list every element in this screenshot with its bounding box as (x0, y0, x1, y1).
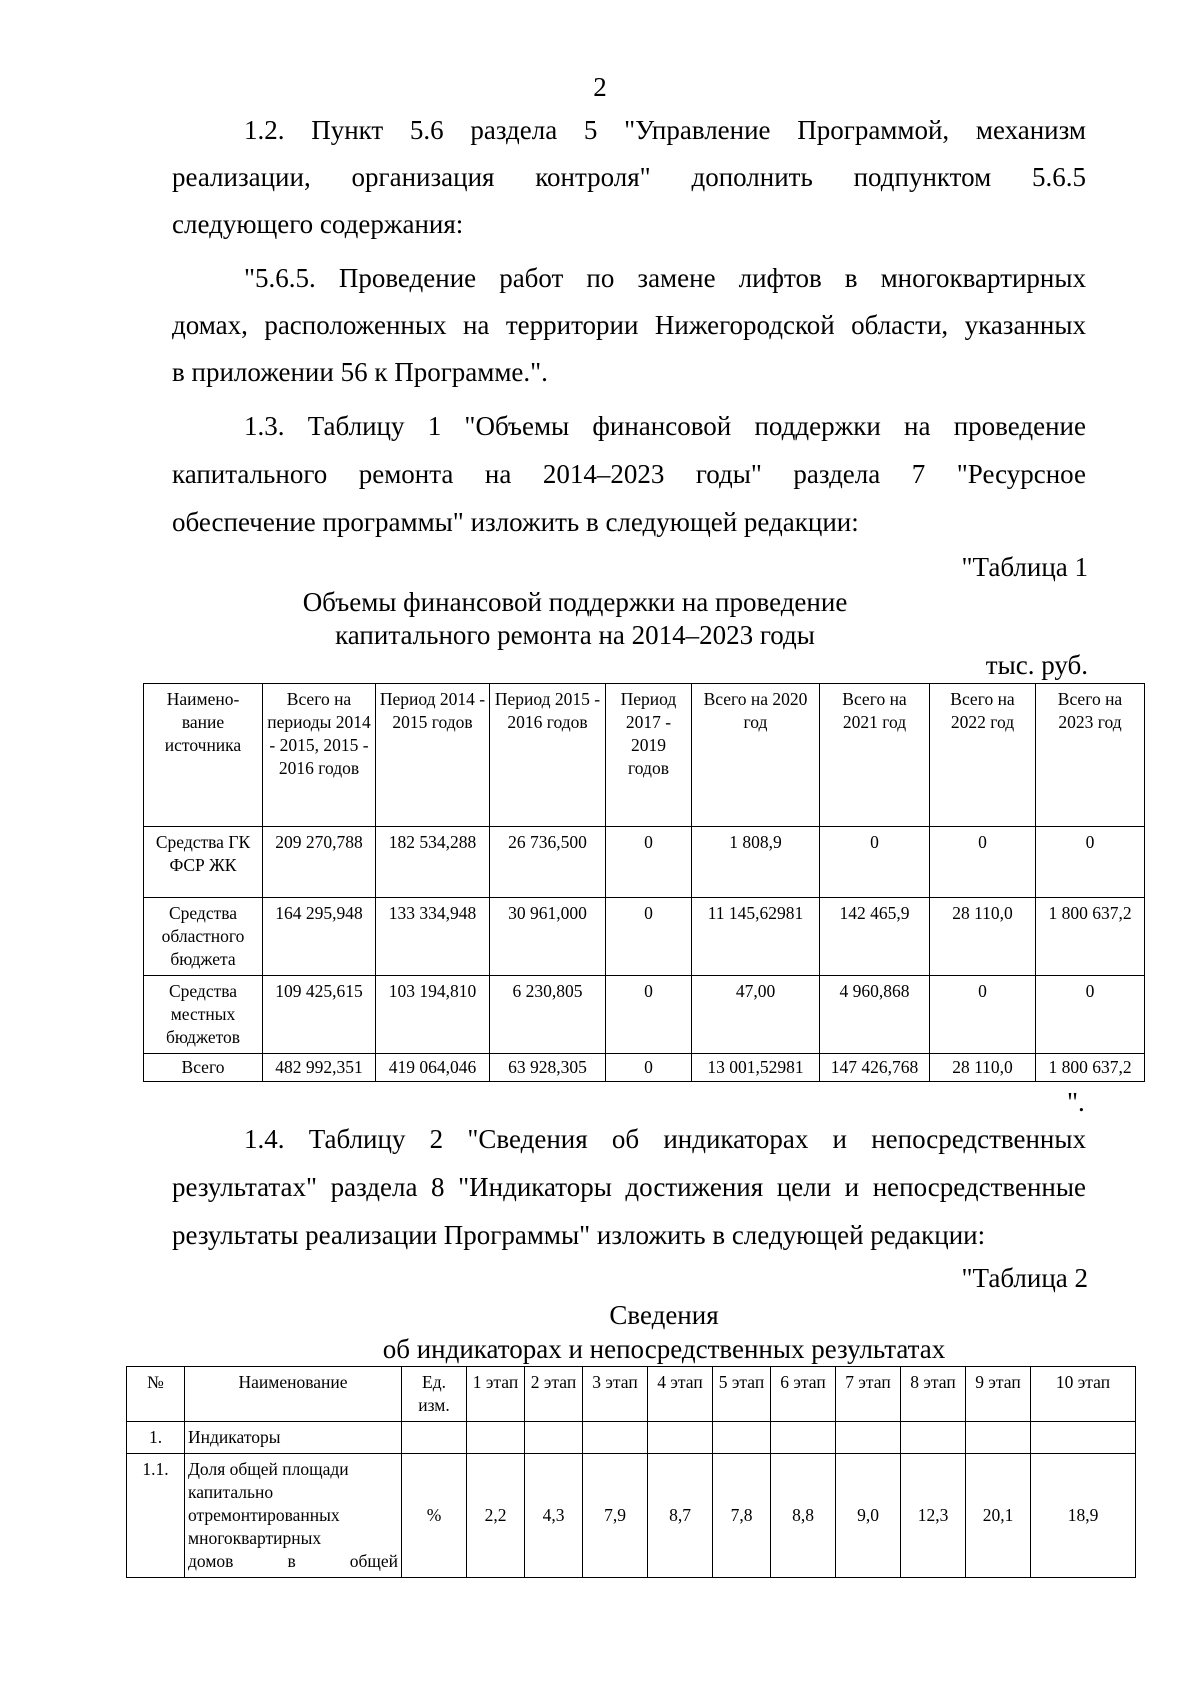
table-2-header-cell: 7 этап (836, 1367, 901, 1422)
table-2 (126, 1366, 1136, 1578)
table-1-cell: Средства областного бюджета (144, 898, 263, 976)
table-1-cell: 0 (820, 827, 930, 898)
table-1-header-cell: Всего на 2021 год (820, 684, 930, 827)
table-1-title-line-1: Объемы финансовой поддержки на проведение (302, 587, 848, 617)
paragraph-1-4-line-1: 1.4. Таблицу 2 "Сведения об индикаторах и непосредственных (244, 1124, 1086, 1154)
table-2-name-line: Доля общей площади (188, 1459, 349, 1479)
table-1-cell: 1 800 637,2 (1036, 1054, 1145, 1082)
table-2-cell: 7,9 (583, 1454, 648, 1578)
table-2-header-row (127, 1367, 1136, 1422)
table-1-cell: 6 230,805 (490, 976, 606, 1054)
table-1-cell: 0 (606, 1054, 692, 1082)
paragraph-1-2-line-3: следующего содержания: (172, 209, 464, 239)
table-2-name-line: отремонтированных (188, 1505, 340, 1525)
table-2-cell (836, 1422, 901, 1454)
table-2-header-cell: № (127, 1367, 185, 1422)
paragraph-5-6-5-line-1: "5.6.5. Проведение работ по замене лифтов в многоквартирных (244, 263, 1086, 293)
paragraph-1-2-line-1: 1.2. Пункт 5.6 раздела 5 "Управление Программой, механизм (244, 115, 1086, 145)
table-1-cell: 0 (606, 827, 692, 898)
table-1-cell: 63 928,305 (490, 1054, 606, 1082)
table-1-header-cell: Всего на периоды 2014 - 2015, 2015 - 2016 годов (263, 684, 376, 827)
paragraph-1-3-line-2: капитального ремонта на 2014–2023 годы" раздела 7 "Ресурсное (172, 459, 1086, 489)
table-1-closing-quote: ". (1067, 1087, 1085, 1117)
page-number: 2 (593, 72, 607, 102)
table-2-header-cell: 10 этап (1031, 1367, 1136, 1422)
table-1-cell: 209 270,788 (263, 827, 376, 898)
table-1-cell: 28 110,0 (930, 1054, 1036, 1082)
table-1-header-cell: Всего на 2020 год (692, 684, 820, 827)
table-row (144, 898, 1145, 976)
table-1-header-row (144, 684, 1145, 827)
table-2-cell: Индикаторы (185, 1422, 402, 1454)
table-1-cell: 11 145,62981 (692, 898, 820, 976)
table-1-cell: 4 960,868 (820, 976, 930, 1054)
table-2-title-line-2: об индикаторах и непосредственных результатах (382, 1334, 946, 1364)
table-2-cell: 12,3 (901, 1454, 966, 1578)
table-2-cell (583, 1422, 648, 1454)
table-1-cell: 182 534,288 (376, 827, 490, 898)
table-row (127, 1454, 1136, 1578)
table-2-cell: 7,8 (713, 1454, 771, 1578)
table-1-cell: 419 064,046 (376, 1054, 490, 1082)
table-1-cell: 147 426,768 (820, 1054, 930, 1082)
table-2-cell: 2,2 (467, 1454, 525, 1578)
table-2-cell-name (185, 1454, 402, 1578)
table-2-cell: 8,7 (648, 1454, 713, 1578)
table-1-cell: 0 (606, 898, 692, 976)
table-1-header-cell: Период 2015 - 2016 годов (490, 684, 606, 827)
paragraph-1-4-line-3: результаты реализации Программы" изложить в следующей редакции: (172, 1220, 986, 1250)
table-2-title-line-1: Сведения (609, 1300, 719, 1330)
table-2-header-cell: 8 этап (901, 1367, 966, 1422)
table-2-cell (901, 1422, 966, 1454)
table-1-cell: 0 (930, 827, 1036, 898)
table-1-header-cell: Период 2017 - 2019 годов (606, 684, 692, 827)
table-2-header-cell: 4 этап (648, 1367, 713, 1422)
table-2-header-cell: Ед. изм. (402, 1367, 467, 1422)
table-1-cell: Средства местных бюджетов (144, 976, 263, 1054)
paragraph-1-2-line-2: реализации, организация контроля" дополнить подпунктом 5.6.5 (172, 162, 1086, 192)
table-row (127, 1422, 1136, 1454)
table-1-cell: 26 736,500 (490, 827, 606, 898)
table-2-cell: 4,3 (525, 1454, 583, 1578)
table-1-cell: 133 334,948 (376, 898, 490, 976)
table-1-header-cell: Всего на 2022 год (930, 684, 1036, 827)
table-1-cell: 142 465,9 (820, 898, 930, 976)
table-2-header-cell: 2 этап (525, 1367, 583, 1422)
table-1-cell: 0 (930, 976, 1036, 1054)
table-2-cell (402, 1422, 467, 1454)
table-2-cell (467, 1422, 525, 1454)
table-1-cell: 0 (1036, 827, 1145, 898)
table-1-header-cell: Наимено-вание источника (144, 684, 263, 827)
table-2-name-line: домов в общей (188, 1551, 398, 1571)
table-2-cell (648, 1422, 713, 1454)
table-2-cell (966, 1422, 1031, 1454)
table-1-header-cell: Период 2014 - 2015 годов (376, 684, 490, 827)
table-2-name-line: многоквартирных (188, 1528, 322, 1548)
table-1-unit: тыс. руб. (985, 650, 1088, 680)
table-1-cell: 103 194,810 (376, 976, 490, 1054)
table-2-header-cell: 5 этап (713, 1367, 771, 1422)
table-1-cell: 28 110,0 (930, 898, 1036, 976)
table-2-cell: 18,9 (1031, 1454, 1136, 1578)
table-row (144, 827, 1145, 898)
table-2-cell (525, 1422, 583, 1454)
table-1-label: "Таблица 1 (961, 552, 1088, 582)
table-2-cell: 8,8 (771, 1454, 836, 1578)
table-1-title-line-2: капитального ремонта на 2014–2023 годы (335, 620, 815, 650)
table-1-header-cell: Всего на 2023 год (1036, 684, 1145, 827)
table-2-cell: 1. (127, 1422, 185, 1454)
table-1-cell: 1 808,9 (692, 827, 820, 898)
table-1-cell: Всего (144, 1054, 263, 1082)
table-1-cell: 0 (606, 976, 692, 1054)
table-1-cell: 0 (1036, 976, 1145, 1054)
table-2-label: "Таблица 2 (961, 1263, 1088, 1293)
paragraph-1-4-line-2: результатах" раздела 8 "Индикаторы достижения цели и непосредственные (172, 1172, 1086, 1202)
table-1-cell: Средства ГК ФСР ЖК (144, 827, 263, 898)
table-2-cell (713, 1422, 771, 1454)
table-1-cell: 13 001,52981 (692, 1054, 820, 1082)
table-2-header-cell: 9 этап (966, 1367, 1031, 1422)
table-1 (143, 683, 1145, 1082)
table-2-cell: 1.1. (127, 1454, 185, 1578)
table-2-header-cell: 3 этап (583, 1367, 648, 1422)
paragraph-5-6-5-line-2: домах, расположенных на территории Нижегородской области, указанных (172, 310, 1086, 340)
table-row (144, 976, 1145, 1054)
table-2-name-line: капитально (188, 1482, 274, 1502)
table-row-total (144, 1054, 1145, 1082)
table-1-cell: 1 800 637,2 (1036, 898, 1145, 976)
table-1-cell: 47,00 (692, 976, 820, 1054)
table-1-cell: 482 992,351 (263, 1054, 376, 1082)
table-1-cell: 109 425,615 (263, 976, 376, 1054)
paragraph-5-6-5-line-3: в приложении 56 к Программе.". (172, 357, 548, 387)
table-2-cell: 20,1 (966, 1454, 1031, 1578)
paragraph-1-3-line-1: 1.3. Таблицу 1 "Объемы финансовой поддержки на проведение (244, 411, 1086, 441)
table-2-cell: 9,0 (836, 1454, 901, 1578)
table-2-cell (1031, 1422, 1136, 1454)
paragraph-1-3-line-3: обеспечение программы" изложить в следующей редакции: (172, 507, 859, 537)
table-1-cell: 164 295,948 (263, 898, 376, 976)
table-2-header-cell: 1 этап (467, 1367, 525, 1422)
table-1-cell: 30 961,000 (490, 898, 606, 976)
table-2-header-cell: Наименование (185, 1367, 402, 1422)
table-2-cell (771, 1422, 836, 1454)
table-2-cell: % (402, 1454, 467, 1578)
table-2-header-cell: 6 этап (771, 1367, 836, 1422)
